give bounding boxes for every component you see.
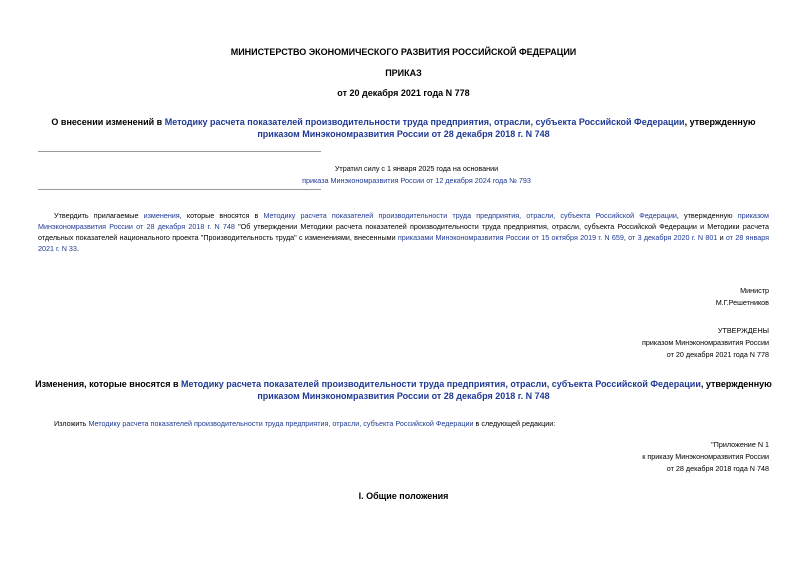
divider-top	[38, 151, 321, 152]
order-748-link[interactable]: приказом Минэкономразвития России от 28 декабря 2018 г. N 748	[257, 129, 550, 139]
appendix-order: к приказу Минэкономразвития России	[642, 452, 769, 461]
methodology-link-4[interactable]: Методику расчета показателей производительности труда предприятия, отрасли, субъекта Российской Федерации	[88, 419, 474, 428]
approved-label: УТВЕРЖДЕНЫ	[717, 326, 769, 335]
methodology-link-2[interactable]: Методику расчета показателей производительности труда предприятия, отрасли, субъекта Российской Федерации	[263, 211, 677, 220]
preamble-text-4: "Об утверждении Методики расчета показателей производительности труда предприятия, отрасли, субъекта Российской Федерации и Методики расчета отдельных показателей национального проекта "Производительность труда" с изменениями, внесенными	[38, 222, 769, 242]
section-heading: I. Общие положения	[358, 491, 449, 501]
preamble-text-7: .	[76, 244, 79, 253]
preamble-text-2: , которые вносятся в	[179, 211, 264, 220]
preamble-text-3: , утвержденную	[676, 211, 738, 220]
appendix-label: "Приложение N 1	[711, 440, 769, 449]
changes-link[interactable]: изменения	[143, 211, 180, 220]
approved-order: приказом Минэкономразвития России	[642, 338, 769, 347]
order-659-link[interactable]: приказами Минэкономразвития России от 15 октября 2019 г. N 659	[397, 233, 624, 242]
instruction-paragraph	[54, 418, 555, 429]
instruction-text-1: Изложить	[54, 419, 89, 428]
methodology-link-3[interactable]: Методику расчета показателей производительности труда предприятия, отрасли, субъекта Российской Федерации	[181, 379, 701, 389]
preamble-text-5: ,	[623, 233, 629, 242]
divider-bottom	[38, 189, 321, 190]
order-748-link-2[interactable]: приказом Минэкономразвития России от 28 декабря 2018 г. N 748	[38, 211, 769, 231]
ministry-heading: МИНИСТЕРСТВО ЭКОНОМИЧЕСКОГО РАЗВИТИЯ РОССИЙСКОЙ ФЕДЕРАЦИИ	[230, 47, 577, 57]
methodology-link[interactable]: Методику расчета показателей производительности труда предприятия, отрасли, субъекта Российской Федерации	[164, 117, 685, 127]
preamble-paragraph	[38, 210, 769, 254]
signatory-position: Министр	[740, 286, 769, 295]
instruction-text-2: в следующей редакции:	[473, 419, 556, 428]
order-801-link[interactable]: от 3 декабря 2020 г. N 801	[628, 233, 718, 242]
changes-title-prefix: Изменения, которые вносятся в	[35, 379, 181, 389]
doc-type-heading: ПРИКАЗ	[385, 68, 422, 78]
status-note-link-wrap	[38, 175, 795, 186]
doc-date-number: от 20 декабря 2021 года N 778	[337, 88, 470, 98]
title-prefix: О внесении изменений в	[51, 117, 165, 127]
document-title	[0, 116, 807, 140]
approved-date: от 20 декабря 2021 года N 778	[666, 350, 769, 359]
order-33-link[interactable]: от 28 января 2021 г. N 33	[38, 233, 769, 253]
changes-title-mid: , утвержденную	[700, 379, 772, 389]
changes-title	[0, 378, 807, 402]
order-793-link[interactable]: приказа Минэкономразвития России от 12 декабря 2024 года № 793	[302, 176, 531, 185]
title-mid: , утвержденную	[684, 117, 756, 127]
preamble-text-1: Утвердить прилагаемые	[54, 211, 144, 220]
order-748-link-3[interactable]: приказом Минэкономразвития России от 28 декабря 2018 г. N 748	[257, 391, 550, 401]
signatory-name: М.Г.Решетников	[715, 298, 769, 307]
status-note-text: Утратил силу с 1 января 2025 года на основании	[334, 164, 499, 173]
appendix-date: от 28 декабря 2018 года N 748	[666, 464, 769, 473]
preamble-text-6: и	[717, 233, 726, 242]
